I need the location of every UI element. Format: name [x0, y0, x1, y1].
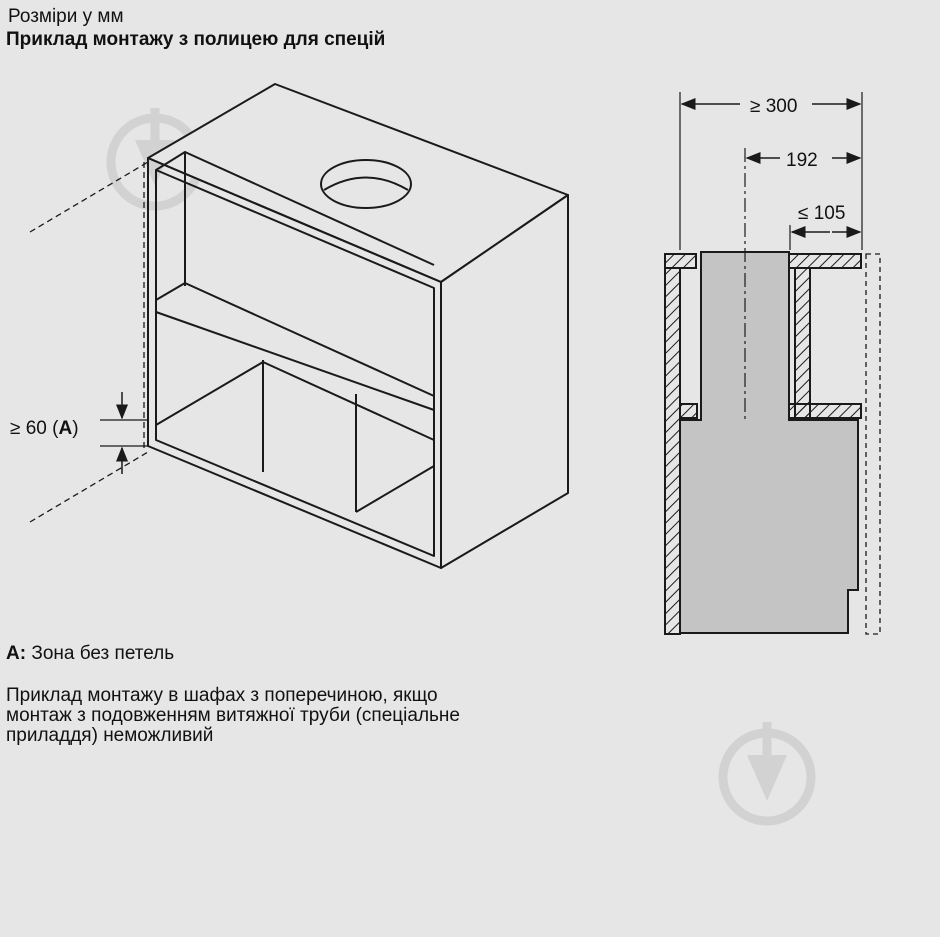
legend	[6, 643, 174, 665]
page-title: Приклад монтажу з полицею для спецій	[6, 29, 386, 50]
dimension-300: ≥ 300	[750, 96, 798, 117]
installation-note	[6, 686, 586, 746]
watermark-icon	[723, 722, 811, 821]
note-line: приладдя) неможливий	[6, 725, 214, 746]
dimension-105: ≤ 105	[798, 203, 846, 224]
dimension-60: ≥ 60 (A)	[10, 418, 79, 439]
section-drawing	[665, 92, 880, 634]
legend-text: Зона без петель	[26, 643, 175, 664]
legend-key: A:	[6, 643, 27, 664]
note-line: монтаж з подовженням витяжної труби (спеціальне	[6, 705, 460, 726]
units-note: Розміри у мм	[8, 6, 124, 27]
note-line: Приклад монтажу в шафах з поперечиною, якщо	[6, 685, 438, 706]
dimension-192: 192	[786, 150, 818, 171]
